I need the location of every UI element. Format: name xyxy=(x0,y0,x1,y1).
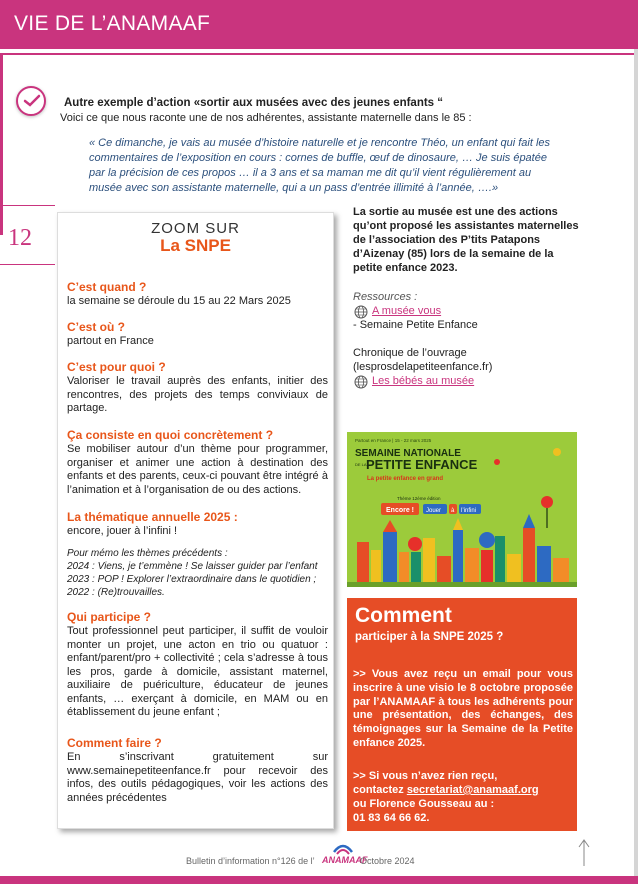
poster-title-2: PETITE ENFANCE xyxy=(366,457,478,472)
memo-line-4: 2022 : (Re)trouvailles. xyxy=(67,587,165,598)
section-text-how: En s’inscrivant gratuitement sur www.semainepetiteenfance.fr pour recevoir des infos, des outils pédagogiques, voir les actions des années précédentes xyxy=(67,751,328,804)
participation-text-2c: ou Florence Gousseau au : xyxy=(353,798,495,810)
memo-line-1: Pour mémo les thèmes précédents : xyxy=(67,548,228,559)
poster-title-small: DE LA xyxy=(355,462,367,467)
intro-subtitle: Voici ce que nous raconte une de nos adhérentes, assistante maternelle dans le 85 : xyxy=(60,112,472,124)
page-number: 12 xyxy=(8,225,32,251)
poster-tagline: La petite enfance en grand xyxy=(367,476,444,482)
participation-text-2a: >> Si vous n’avez rien reçu, xyxy=(353,770,498,782)
section-text-when: la semaine se déroule du 15 au 22 Mars 2025 xyxy=(67,295,291,307)
check-icon xyxy=(16,86,46,116)
poster-title-1: SEMAINE NATIONALE xyxy=(355,448,461,459)
memo-line-2: 2024 : Viens, je t’emmène ! Se laisser guider par l’enfant xyxy=(67,561,318,572)
poster-theme-word-1: Encore ! xyxy=(386,507,415,514)
link-bebes-au-musee[interactable]: Les bébés au musée xyxy=(372,375,475,387)
chronicle-text: Chronique de l’ouvrage (lesprosdelapetiteenfance.fr) xyxy=(353,347,493,373)
zoom-heading: ZOOM SUR xyxy=(151,220,240,237)
participation-contact-line xyxy=(353,784,573,798)
memo-line-3: 2023 : POP ! Explorer l’extraordinaire dans le quotidien ; xyxy=(67,574,317,585)
section-text-why: Valoriser le travail auprès des enfants, initier des rencontres, des projets des temps conviviaux de partage. xyxy=(67,375,328,414)
poster-illustration xyxy=(347,432,577,587)
zoom-subheading: La SNPE xyxy=(160,236,231,255)
footer-date: Octobre 2024 xyxy=(360,856,415,866)
page-edge xyxy=(634,49,638,884)
section-text-what: Se mobiliser autour d’un thème pour programmer, organiser et animer une action à destination des enfants et des parents, ceux-ci pouvant être intégré à l’animation et à l’organisation de ou des actions. xyxy=(67,443,328,496)
participation-subtitle: participer à la SNPE 2025 ? xyxy=(355,631,504,643)
section-heading-who: Qui participe ? xyxy=(67,610,152,624)
participation-text-2b: contactez xyxy=(353,784,404,796)
section-heading-why: C’est pour quoi ? xyxy=(67,360,166,374)
section-heading-how: Comment faire ? xyxy=(67,736,162,750)
footer-brand: ANAMAAF xyxy=(322,855,368,865)
participation-text-1: >> Vous avez reçu un email pour vous inscrire à une visio le 8 octobre proposée par l’ANAMAAF à tous les adhérents pour une présentation, des échanges, des témoignages sur la Semaine de la Petite enfance 2025. xyxy=(353,668,573,749)
section-heading-what: Ça consiste en quoi concrètement ? xyxy=(67,428,274,442)
poster-top-line: Partout en France | 15 - 22 mars 2025 xyxy=(355,438,432,443)
poster-theme-label: Thème 12ème édition xyxy=(397,496,441,501)
link-musee-vous[interactable]: A musée vous xyxy=(372,305,442,317)
header-rule xyxy=(0,53,638,55)
resources-label: Ressources : xyxy=(353,291,418,303)
poster-theme-word-2: Jouer xyxy=(426,508,442,514)
participation-title: Comment xyxy=(355,604,452,627)
globe-icon xyxy=(354,305,368,319)
section-heading-theme: La thématique annuelle 2025 : xyxy=(67,510,238,524)
section-text-theme: encore, jouer à l’infini ! xyxy=(67,525,178,537)
footer-bulletin: Bulletin d’information n°126 de l’ xyxy=(186,856,315,866)
section-text-where: partout en France xyxy=(67,335,154,347)
globe-icon xyxy=(354,375,368,389)
testimonial-quote: « Ce dimanche, je vais au musée d’histoire naturelle et je rencontre Théo, un enfant qui fait les commentaires de l’exposition en cours : cornes de buffle, œuf de dinosaure, … Je suis épatée par la précision de ces propos … il a 3 ans et sa maman me dit qu’il vient régulièrement au musée avec son assistante maternelle, qui a un pass d’entrée illimité à l’année, ….» xyxy=(89,137,551,194)
section-heading-when: C’est quand ? xyxy=(67,280,147,294)
arrow-up-icon[interactable] xyxy=(578,838,590,868)
poster-theme-word-3: à xyxy=(451,508,455,514)
intro-title: Autre exemple d’action «sortir aux musées avec des jeunes enfants “ xyxy=(64,97,444,109)
contact-email-link[interactable]: secretariat@anamaaf.org xyxy=(406,784,539,796)
section-text-who: Tout professionnel peut participer, il suffit de vouloir monter un projet, une acton en trio ou quatuor : enfant/parent/pro + collectivité ; cela s’adresse à tous les pros, garde à domicile, assistant maternel, auxiliaire de puériculture, éducateur de jeunes enfants, … exerçant à domicile, en MAM ou en établissement du jeune enfant ; xyxy=(67,625,328,718)
poster-theme-word-4: l’infini xyxy=(461,508,477,514)
museum-outing-text: La sortie au musée est une des actions qu’ont proposé les assistantes maternelles de l’association des P’tits Patapons d’Aizenay (85) lors de la semaine de la petite enfance 2023. xyxy=(353,206,579,274)
contact-phone: 01 83 64 66 62. xyxy=(353,812,430,824)
snpe-poster xyxy=(347,432,577,587)
resource-item-semaine: - Semaine Petite Enfance xyxy=(353,319,478,331)
section-heading-where: C’est où ? xyxy=(67,320,126,334)
bottom-bar xyxy=(0,876,638,884)
section-title: VIE DE L’ANAMAAF xyxy=(14,12,211,35)
